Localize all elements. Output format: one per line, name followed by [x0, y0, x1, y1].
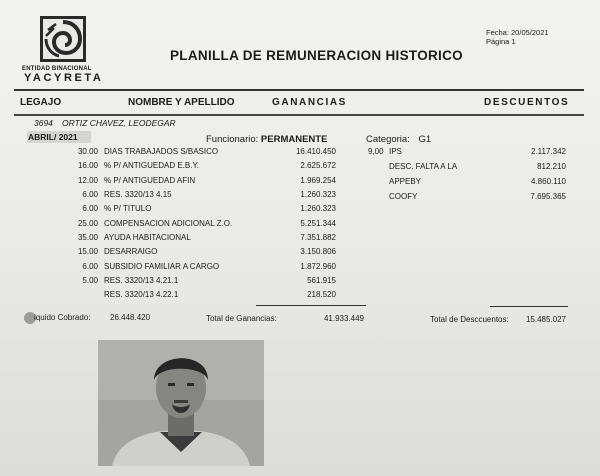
categoria-value: G1: [418, 134, 432, 145]
ganancia-amount: 218.520: [307, 290, 336, 299]
ganancia-concept: % P/ ANTIGUEDAD AFIN: [104, 176, 196, 185]
org-name-line1: ENTIDAD BINACIONAL: [22, 66, 92, 72]
ganancia-amount: 561.915: [307, 276, 336, 285]
ganancia-qty: 16.00: [77, 161, 98, 170]
ganancia-concept: RES. 3320/13 4.21.1: [104, 276, 179, 285]
ganancia-qty: 6.00: [82, 190, 98, 199]
total-ganancias-value: 41.933.449: [323, 314, 364, 323]
period: ABRIL/ 2021: [28, 132, 78, 142]
descuento-concept: DESC. FALTA A LA: [389, 162, 458, 171]
page-number: Página 1: [486, 37, 516, 46]
ganancia-concept: COMPENSACION ADICIONAL Z.O.: [104, 219, 233, 228]
descuento-amount: 2.117.342: [531, 147, 566, 156]
ganancia-concept: DIAS TRABAJADOS S/BASICO: [104, 147, 219, 156]
total-ganancias-label: Total de Ganancias:: [206, 314, 277, 323]
column-legajo: LEGAJO: [20, 97, 62, 108]
ganancia-amount: 1.872.960: [300, 262, 336, 271]
ganancia-qty: 6.00: [82, 204, 98, 213]
ganancia-qty: 30.00: [77, 147, 98, 156]
employee-legajo: 3694: [34, 118, 53, 128]
funcionario: [206, 134, 327, 145]
ganancia-amount: 3.150.806: [300, 247, 336, 256]
org-name-line2: YACYRETA: [24, 72, 104, 84]
funcionario-value: PERMANENTE: [260, 134, 328, 145]
descuentos-total-rule: [490, 306, 568, 307]
employee-photo: [98, 340, 264, 466]
liquido-label: iquido Cobrado:: [34, 313, 91, 322]
ganancia-amount: 2.625.672: [300, 161, 336, 170]
descuento-qty: 9,00: [368, 147, 384, 156]
ganancia-amount: 1.969.254: [300, 176, 336, 185]
ganancia-qty: 6.00: [82, 262, 98, 271]
document-title: PLANILLA DE REMUNERACION HISTORICO: [170, 48, 463, 63]
ganancia-qty: 12.00: [77, 176, 98, 185]
descuento-amount: 4.860.110: [531, 177, 566, 186]
liquido-value: 26.448.420: [110, 313, 151, 322]
report-date: Fecha: 20/05/2021: [486, 28, 549, 37]
ganancia-qty: 25.00: [77, 219, 98, 228]
categoria: [366, 134, 431, 145]
ganancia-qty: 35.00: [77, 233, 98, 242]
descuento-amount: 812.210: [537, 162, 566, 171]
employee-name: ORTIZ CHAVEZ, LEODEGAR: [62, 118, 176, 128]
ganancia-concept: RES. 3320/13 4.15: [104, 190, 172, 199]
ganancia-concept: RES. 3320/13 4.22.1: [104, 290, 179, 299]
total-descuentos-value: 15.485.027: [525, 315, 566, 324]
column-descuentos: DESCUENTOS: [484, 97, 570, 108]
header-top-rule: [14, 89, 584, 91]
yacyreta-logo-icon: [40, 16, 86, 62]
descuento-concept: APPEBY: [389, 177, 422, 186]
funcionario-label: Funcionario:: [206, 134, 259, 145]
ganancia-qty: 15.00: [77, 247, 98, 256]
header-bottom-rule: [14, 114, 584, 116]
ganancia-concept: DESARRAIGO: [104, 247, 158, 256]
ganancia-concept: % P/ ANTIGUEDAD E.B.Y.: [104, 161, 199, 170]
ganancias-total-rule: [256, 305, 366, 306]
ganancia-qty: 5.00: [82, 276, 98, 285]
descuento-concept: COOFY: [389, 192, 418, 201]
total-descuentos-label: Total de Desccuentos:: [430, 315, 509, 324]
ganancia-amount: 1.260.323: [300, 190, 336, 199]
ganancia-amount: 16.410.450: [295, 147, 336, 156]
column-nombre: NOMBRE Y APELLIDO: [128, 97, 235, 108]
ganancia-concept: AYUDA HABITACIONAL: [104, 233, 191, 242]
ganancia-concept: % P/ TITULO: [104, 204, 152, 213]
descuento-concept: IPS: [389, 147, 402, 156]
ganancia-amount: 1.260.323: [300, 204, 336, 213]
categoria-label: Categoria:: [366, 134, 410, 145]
ganancia-amount: 5.251.344: [300, 219, 336, 228]
descuento-amount: 7.695.365: [530, 192, 566, 201]
column-ganancias: GANANCIAS: [272, 97, 347, 108]
ganancia-concept: SUBSIDIO FAMILIAR A CARGO: [104, 262, 220, 271]
ganancia-amount: 7.351.882: [300, 233, 336, 242]
